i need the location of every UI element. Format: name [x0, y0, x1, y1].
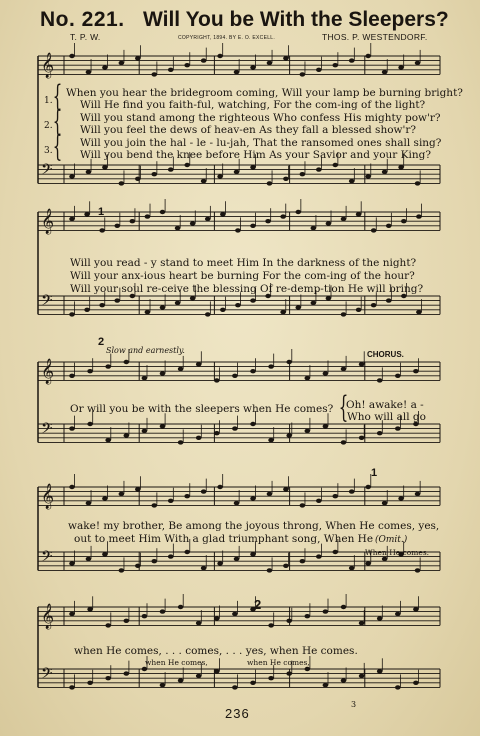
lyric-line: Will you feel the dews of heav-en As they fall a blessed show'r?: [80, 124, 417, 136]
note-head: [386, 298, 392, 302]
note-head: [250, 496, 256, 500]
music-credit: THOS. P. WESTENDORF.: [322, 32, 428, 42]
verse-brace: {: [52, 104, 63, 139]
note-head: [160, 609, 166, 613]
note-head: [145, 214, 151, 218]
note-head: [130, 219, 136, 223]
bass-clef: 𝄢: [41, 548, 53, 569]
note-head: [359, 436, 365, 440]
note-head: [87, 681, 93, 685]
lyric-line: Will you stand among the righteous Who confess His mighty pow'r?: [80, 112, 441, 124]
note-head: [217, 561, 223, 565]
note-head: [124, 671, 130, 675]
note-head: [316, 554, 322, 558]
note-head: [265, 219, 271, 223]
note-head: [142, 614, 148, 618]
second-ending-mark: 2: [98, 336, 105, 348]
lyric-line: Will you join the hal - le - lu-jah, That the ransomed ones shall sing?: [80, 137, 442, 149]
treble-clef: 𝄞: [41, 484, 55, 509]
hymn-number: No. 221.: [40, 8, 125, 31]
note-head: [69, 312, 75, 316]
note-head: [311, 226, 317, 230]
note-head: [250, 298, 256, 302]
note-head: [105, 623, 111, 627]
note-head: [398, 65, 404, 69]
note-head: [377, 669, 383, 673]
note-head: [386, 224, 392, 228]
note-head: [142, 429, 148, 433]
note-head: [286, 360, 292, 364]
note-head: [341, 312, 347, 316]
note-head: [232, 612, 238, 616]
note-head: [114, 224, 120, 228]
note-head: [151, 503, 157, 507]
note-head: [359, 621, 365, 625]
note-head: [305, 614, 311, 618]
note-head: [413, 369, 419, 373]
note-head: [377, 616, 383, 620]
note-head: [214, 616, 220, 620]
lyric-line: When you hear the bridegroom coming, Will your lamp be burning bright?: [66, 87, 463, 99]
note-head: [349, 58, 355, 62]
note-head: [359, 362, 365, 366]
note-head: [178, 367, 184, 371]
note-head: [87, 422, 93, 426]
note-head: [283, 56, 289, 60]
note-head: [69, 54, 75, 58]
note-head: [286, 619, 292, 623]
note-head: [235, 228, 241, 232]
note-head: [349, 179, 355, 183]
note-head: [168, 499, 174, 503]
lyric-line: Will you bend the knee before Him As your Savior and your King?: [80, 149, 431, 161]
note-head: [217, 174, 223, 178]
note-head: [160, 305, 166, 309]
note-head: [316, 499, 322, 503]
note-head: [135, 177, 141, 181]
note-head: [371, 303, 377, 307]
lyric-line: out to meet Him With a glad triumphant song, When He: [74, 533, 374, 545]
note-head: [283, 177, 289, 181]
note-head: [145, 310, 151, 314]
note-head: [196, 621, 202, 625]
note-head: [295, 210, 301, 214]
note-head: [168, 554, 174, 558]
note-head: [326, 296, 332, 300]
note-head: [300, 503, 306, 507]
chorus-label: CHORUS.: [367, 350, 404, 359]
note-head: [190, 296, 196, 300]
note-head: [201, 58, 207, 62]
note-head: [332, 550, 338, 554]
verse-number-1: 1.: [44, 96, 53, 106]
note-head: [415, 61, 421, 65]
note-head: [105, 364, 111, 368]
note-head: [416, 310, 422, 314]
note-head: [377, 431, 383, 435]
lyric-line: wake! my brother, Be among the joyous throng, When He comes, yes,: [68, 520, 440, 532]
note-head: [300, 172, 306, 176]
note-head: [250, 65, 256, 69]
note-head: [356, 212, 362, 216]
note-head: [382, 501, 388, 505]
verse-brace: {: [52, 79, 63, 114]
note-head: [365, 54, 371, 58]
note-head: [232, 426, 238, 430]
note-head: [395, 426, 401, 430]
bass-clef: 𝄢: [41, 665, 53, 686]
note-head: [135, 564, 141, 568]
note-head: [332, 494, 338, 498]
note-head: [196, 436, 202, 440]
note-head: [300, 559, 306, 563]
note-head: [124, 360, 130, 364]
note-head: [316, 68, 322, 72]
note-head: [280, 310, 286, 314]
note-head: [69, 174, 75, 178]
bass-clef: 𝄢: [41, 161, 53, 182]
note-head: [102, 165, 108, 169]
second-ending-mark: 2: [254, 597, 262, 612]
lyric-line: Who will all go: [347, 411, 426, 423]
verse-brace: {: [52, 129, 63, 164]
note-head: [102, 65, 108, 69]
note-head: [232, 374, 238, 378]
note-head: [69, 485, 75, 489]
note-head: [175, 226, 181, 230]
when-he-comes-mark: when He comes,: [247, 658, 310, 667]
note-head: [105, 676, 111, 680]
note-head: [359, 674, 365, 678]
note-head: [323, 609, 329, 613]
note-head: [217, 54, 223, 58]
note-head: [365, 561, 371, 565]
note-head: [341, 440, 347, 444]
note-head: [413, 681, 419, 685]
treble-clef: 𝄞: [41, 53, 55, 78]
hymn-title: Will You be With the Sleepers?: [143, 8, 449, 31]
note-head: [416, 214, 422, 218]
note-head: [305, 667, 311, 671]
note-head: [365, 485, 371, 489]
note-head: [178, 605, 184, 609]
note-head: [382, 557, 388, 561]
note-head: [341, 367, 347, 371]
note-head: [283, 487, 289, 491]
verse-number-2: 2.: [44, 121, 53, 131]
treble-clef: 𝄞: [41, 604, 55, 629]
note-head: [250, 422, 256, 426]
note-head: [267, 61, 273, 65]
first-ending-mark: 1: [371, 467, 378, 479]
note-head: [332, 63, 338, 67]
note-head: [232, 685, 238, 689]
note-head: [196, 362, 202, 366]
note-head: [268, 438, 274, 442]
note-head: [250, 369, 256, 373]
note-head: [268, 364, 274, 368]
note-head: [235, 303, 241, 307]
note-head: [398, 165, 404, 169]
note-head: [201, 179, 207, 183]
note-head: [87, 607, 93, 611]
words-credit: T. P. W.: [70, 32, 101, 42]
expression-mark: Slow and earnestly.: [106, 346, 185, 355]
note-head: [105, 438, 111, 442]
note-head: [286, 433, 292, 437]
note-head: [267, 181, 273, 185]
note-head: [168, 167, 174, 171]
note-head: [201, 566, 207, 570]
note-head: [332, 163, 338, 167]
note-head: [283, 564, 289, 568]
note-head: [349, 566, 355, 570]
note-head: [84, 212, 90, 216]
note-head: [214, 378, 220, 382]
note-head: [300, 72, 306, 76]
lyric-line: Will your anx-ious heart be burning For the com-ing of the hour?: [70, 270, 415, 282]
note-head: [286, 671, 292, 675]
note-head: [190, 221, 196, 225]
note-head: [178, 440, 184, 444]
note-head: [280, 214, 286, 218]
verse-number-3: 3.: [44, 146, 53, 156]
note-head: [160, 210, 166, 214]
note-head: [135, 56, 141, 60]
note-head: [382, 70, 388, 74]
note-head: [175, 301, 181, 305]
note-head: [86, 70, 92, 74]
note-head: [365, 174, 371, 178]
note-head: [168, 68, 174, 72]
note-head: [415, 492, 421, 496]
note-head: [305, 429, 311, 433]
note-head: [69, 685, 75, 689]
note-head: [349, 489, 355, 493]
note-head: [234, 557, 240, 561]
note-head: [151, 72, 157, 76]
note-head: [114, 298, 120, 302]
note-head: [323, 424, 329, 428]
note-head: [142, 376, 148, 380]
lyric-line: Will you read - y stand to meet Him In the darkness of the night?: [70, 257, 417, 269]
note-head: [415, 181, 421, 185]
treble-clef: 𝄞: [41, 209, 55, 234]
note-head: [69, 217, 75, 221]
note-head: [395, 374, 401, 378]
note-head: [69, 561, 75, 565]
note-head: [250, 681, 256, 685]
note-head: [250, 224, 256, 228]
note-head: [382, 170, 388, 174]
note-head: [323, 371, 329, 375]
note-head: [119, 492, 125, 496]
note-head: [398, 496, 404, 500]
triplet-mark: 3: [351, 700, 357, 709]
page-number: 236: [225, 706, 250, 721]
copyright-notice: COPYRIGHT, 1894. BY E. O. EXCELL.: [178, 35, 276, 41]
note-head: [201, 489, 207, 493]
note-head: [102, 552, 108, 556]
note-head: [311, 301, 317, 305]
note-head: [205, 312, 211, 316]
note-head: [341, 217, 347, 221]
note-head: [86, 170, 92, 174]
note-head: [395, 612, 401, 616]
note-head: [220, 308, 226, 312]
when-he-comes-mark: When He comes.: [365, 548, 430, 557]
note-head: [305, 376, 311, 380]
note-head: [160, 683, 166, 687]
note-head: [119, 568, 125, 572]
note-head: [135, 487, 141, 491]
first-ending-mark: 1: [98, 206, 105, 218]
lyric-line: Will He find you faith-ful, watching, For the com-ing of the light?: [80, 99, 426, 111]
note-head: [102, 496, 108, 500]
lyric-line: when He comes, . . . comes, . . . yes, when He comes.: [74, 645, 358, 657]
note-head: [205, 217, 211, 221]
note-head: [401, 219, 407, 223]
note-head: [124, 619, 130, 623]
bass-clef: 𝄢: [41, 292, 53, 313]
note-head: [214, 431, 220, 435]
note-head: [69, 374, 75, 378]
note-head: [326, 221, 332, 225]
note-head: [99, 228, 105, 232]
bass-clef: 𝄢: [41, 420, 53, 441]
note-head: [356, 308, 362, 312]
note-head: [160, 371, 166, 375]
note-head: [184, 550, 190, 554]
note-head: [267, 568, 273, 572]
note-head: [377, 378, 383, 382]
note-head: [234, 70, 240, 74]
lyric-line: Or will you be with the sleepers when He comes?: [70, 403, 334, 415]
lyric-line: Will your soul re-ceive the blessing Of re-demp-tion He will bring?: [70, 283, 424, 295]
note-head: [323, 683, 329, 687]
note-head: [151, 172, 157, 176]
note-head: [86, 501, 92, 505]
note-head: [119, 61, 125, 65]
note-head: [84, 308, 90, 312]
note-head: [413, 607, 419, 611]
note-head: [295, 305, 301, 309]
note-head: [234, 501, 240, 505]
note-head: [124, 433, 130, 437]
note-head: [395, 685, 401, 689]
note-head: [267, 492, 273, 496]
note-head: [151, 559, 157, 563]
note-head: [250, 552, 256, 556]
when-he-comes-mark: when He comes,: [145, 658, 208, 667]
note-head: [415, 568, 421, 572]
treble-clef: 𝄞: [41, 359, 55, 384]
lyric-line: Oh! awake! a -: [346, 399, 424, 411]
note-head: [119, 181, 125, 185]
note-head: [87, 369, 93, 373]
note-head: [341, 605, 347, 609]
chorus-brace: {: [338, 390, 349, 425]
note-head: [250, 165, 256, 169]
note-head: [99, 303, 105, 307]
note-head: [234, 170, 240, 174]
note-head: [316, 167, 322, 171]
note-head: [160, 424, 166, 428]
omit-mark: (Omit.): [375, 535, 408, 545]
note-head: [69, 426, 75, 430]
note-head: [178, 678, 184, 682]
note-head: [86, 557, 92, 561]
note-head: [341, 678, 347, 682]
note-head: [268, 676, 274, 680]
note-head: [371, 228, 377, 232]
note-head: [217, 485, 223, 489]
note-head: [184, 494, 190, 498]
note-head: [184, 63, 190, 67]
note-head: [196, 674, 202, 678]
note-head: [184, 163, 190, 167]
note-head: [214, 669, 220, 673]
note-head: [220, 212, 226, 216]
note-head: [142, 667, 148, 671]
note-head: [69, 612, 75, 616]
note-head: [268, 623, 274, 627]
